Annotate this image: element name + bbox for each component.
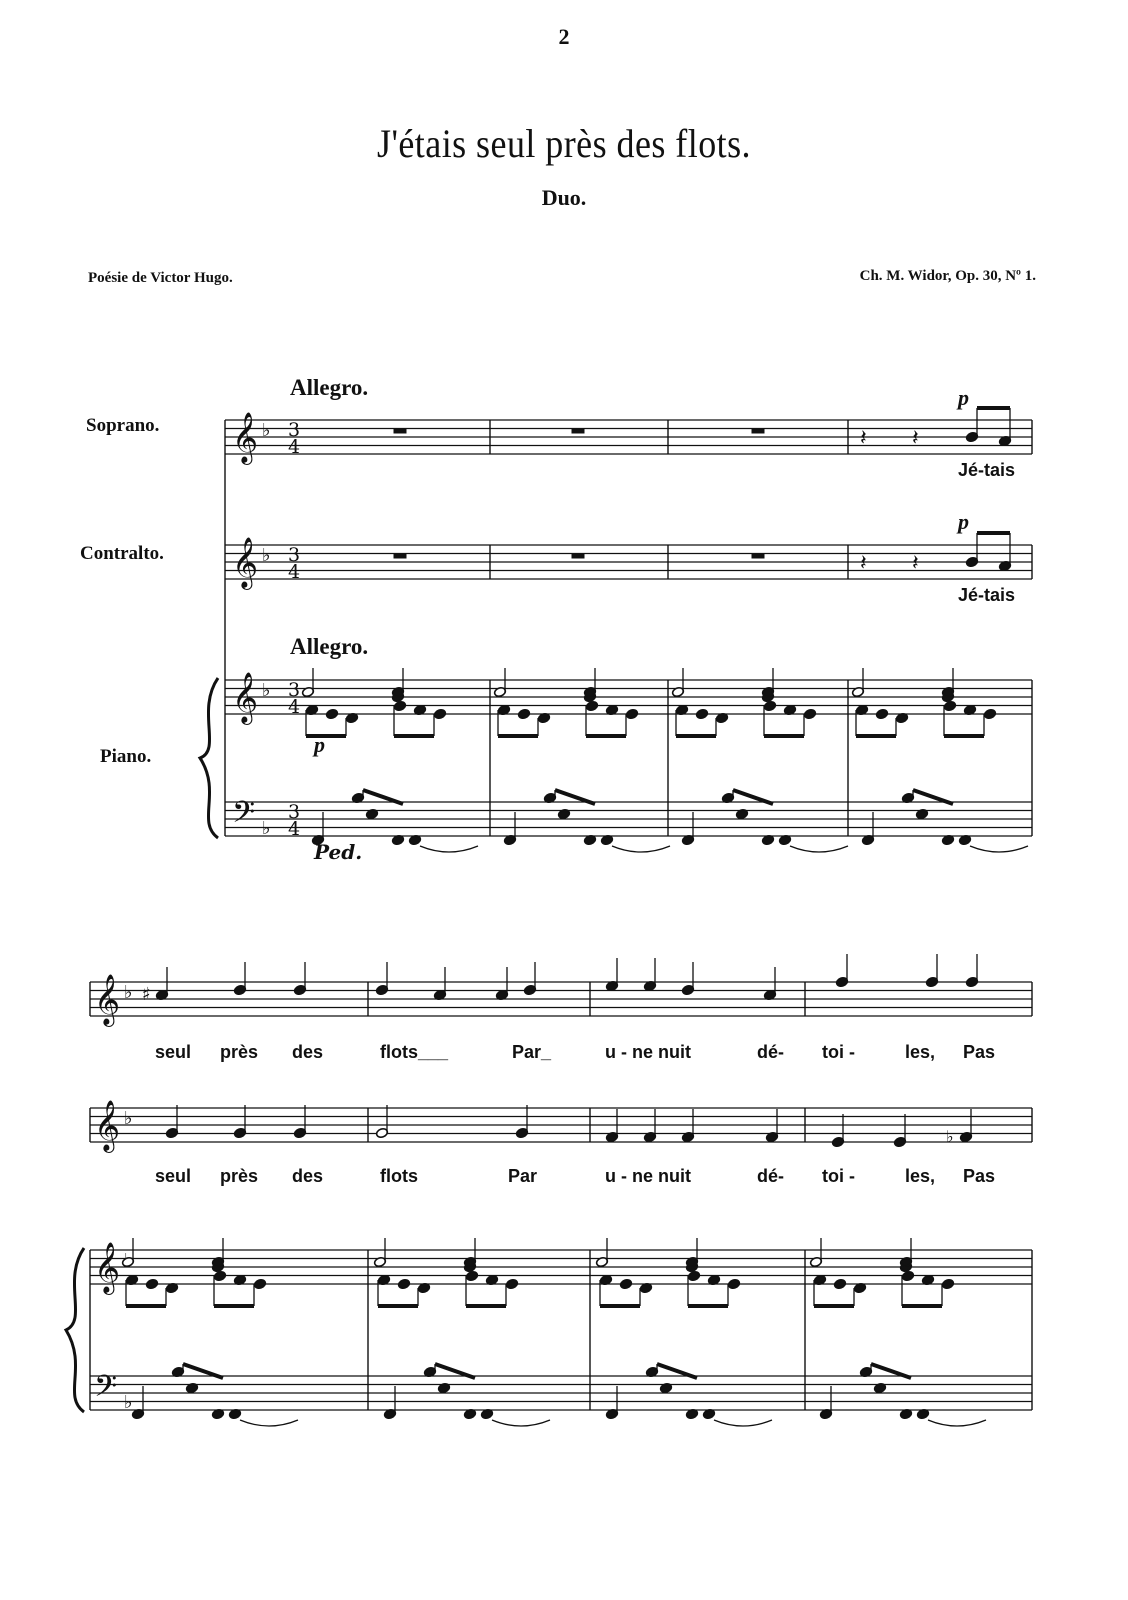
flat-icon: ♭ [124,982,133,1003]
soprano-lyric: des [292,1042,324,1062]
piano-brace [200,678,218,838]
note-head [619,1278,632,1289]
soprano-lyric: flots___ [380,1042,449,1062]
time-signature: 3 [288,679,301,701]
note-head [517,708,530,719]
piano-brace [66,1248,84,1412]
note-head [763,700,776,711]
soprano-lyric: toi - [822,1042,855,1062]
dynamic-piano: p [314,732,325,757]
contralto-lyric-1: Jé-tais [958,585,1016,605]
time-signature: 4 [288,561,301,583]
note-head [585,700,598,711]
note-head [397,1278,410,1289]
sharp-icon: ♯ [142,984,151,1005]
time-signature: 4 [288,436,301,458]
tempo-marking-piano: Allegro. [290,634,369,659]
note-head [505,1278,518,1289]
song-title: J'étais seul près des flots. [376,121,752,166]
note-head [727,1278,740,1289]
note-head [625,708,638,719]
treble-clef-icon: 𝄞 [232,412,259,463]
contralto-lyric: u - ne nuit [605,1166,691,1186]
contralto-lyric: dé- [757,1166,784,1186]
note-head [901,1270,914,1281]
slur [612,846,670,852]
time-signature: 3 [288,801,301,823]
contralto-label: Contralto. [80,543,164,564]
note-head [393,700,406,711]
soprano-lyric: dé- [757,1042,784,1062]
note-head [695,708,708,719]
time-signature: 4 [288,818,301,840]
composer-credit: Ch. M. Widor, Op. 30, Nº 1. [859,268,1036,284]
whole-rest [752,429,764,434]
whole-rest [572,429,584,434]
contralto-lyric: près [220,1166,259,1186]
note-head [145,1278,158,1289]
note-head [465,1270,478,1281]
whole-rest [752,554,764,559]
poet-credit: Poésie de Victor Hugo. [88,270,233,286]
piano-label: Piano. [100,746,152,767]
soprano-lyric: u - ne nuit [605,1042,691,1062]
soprano-lyric-1: Jé-tais [958,460,1016,480]
contralto-lyric: flots [380,1166,418,1186]
slur [928,1420,986,1426]
soprano-lyric: les, [905,1042,936,1062]
whole-rest [394,554,406,559]
quarter-rest-icon: 𝄽 [912,426,919,451]
contralto-lyric: Par [508,1166,538,1186]
bass-clef-icon: 𝄢 [94,1370,118,1411]
flat-icon: ♭ [124,1108,133,1129]
quarter-rest-icon: 𝄽 [860,551,867,576]
treble-clef-icon: 𝄞 [94,974,121,1025]
song-subtitle: Duo. [541,185,587,210]
note-head [433,708,446,719]
slur [492,1420,550,1426]
contralto-lyric: toi - [822,1166,855,1186]
flat-icon: ♭ [262,420,271,441]
note-head [253,1278,266,1289]
dynamic-soprano: p [958,385,969,410]
slur [240,1420,298,1426]
bass-clef-icon: 𝄢 [232,796,256,837]
soprano-lyric: près [220,1042,259,1062]
quarter-rest-icon: 𝄽 [912,551,919,576]
note-head [325,708,338,719]
treble-clef-icon: 𝄞 [94,1242,121,1293]
soprano-lyric: seul [155,1042,192,1062]
note-head [833,1278,846,1289]
time-signature: 3 [288,419,301,441]
slur [970,846,1028,852]
treble-clef-icon: 𝄞 [232,672,259,723]
slur [420,846,478,852]
flat-icon: ♭ [262,680,271,701]
soprano-lyric: Pas [963,1042,996,1062]
quarter-rest-icon: 𝄽 [860,426,867,451]
note-head [941,1278,954,1289]
note-head [213,1270,226,1281]
flat-icon: ♭ [262,818,271,839]
slur [790,846,848,852]
note-head [687,1270,700,1281]
note-head [943,700,956,711]
note-head [803,708,816,719]
flat-icon: ♭ [946,1127,954,1146]
pedal-marking: Ped. [314,840,363,864]
contralto-lyric: seul [155,1166,192,1186]
soprano-lyric: Par_ [512,1042,552,1062]
treble-clef-icon: 𝄞 [232,537,259,588]
note-head [983,708,996,719]
flat-icon: ♭ [124,1392,133,1413]
note-head [875,708,888,719]
whole-rest [394,429,406,434]
contralto-lyric: Pas [963,1166,996,1186]
soprano-label: Soprano. [86,415,160,436]
contralto-lyric: des [292,1166,324,1186]
contralto-lyric: les, [905,1166,936,1186]
page-number: 2 [558,24,570,49]
treble-clef-icon: 𝄞 [94,1100,121,1151]
time-signature: 3 [288,544,301,566]
tempo-marking-voices: Allegro. [290,375,369,400]
time-signature: 4 [288,696,301,718]
whole-rest [572,554,584,559]
slur [714,1420,772,1426]
flat-icon: ♭ [262,545,271,566]
dynamic-contralto: p [958,509,969,534]
